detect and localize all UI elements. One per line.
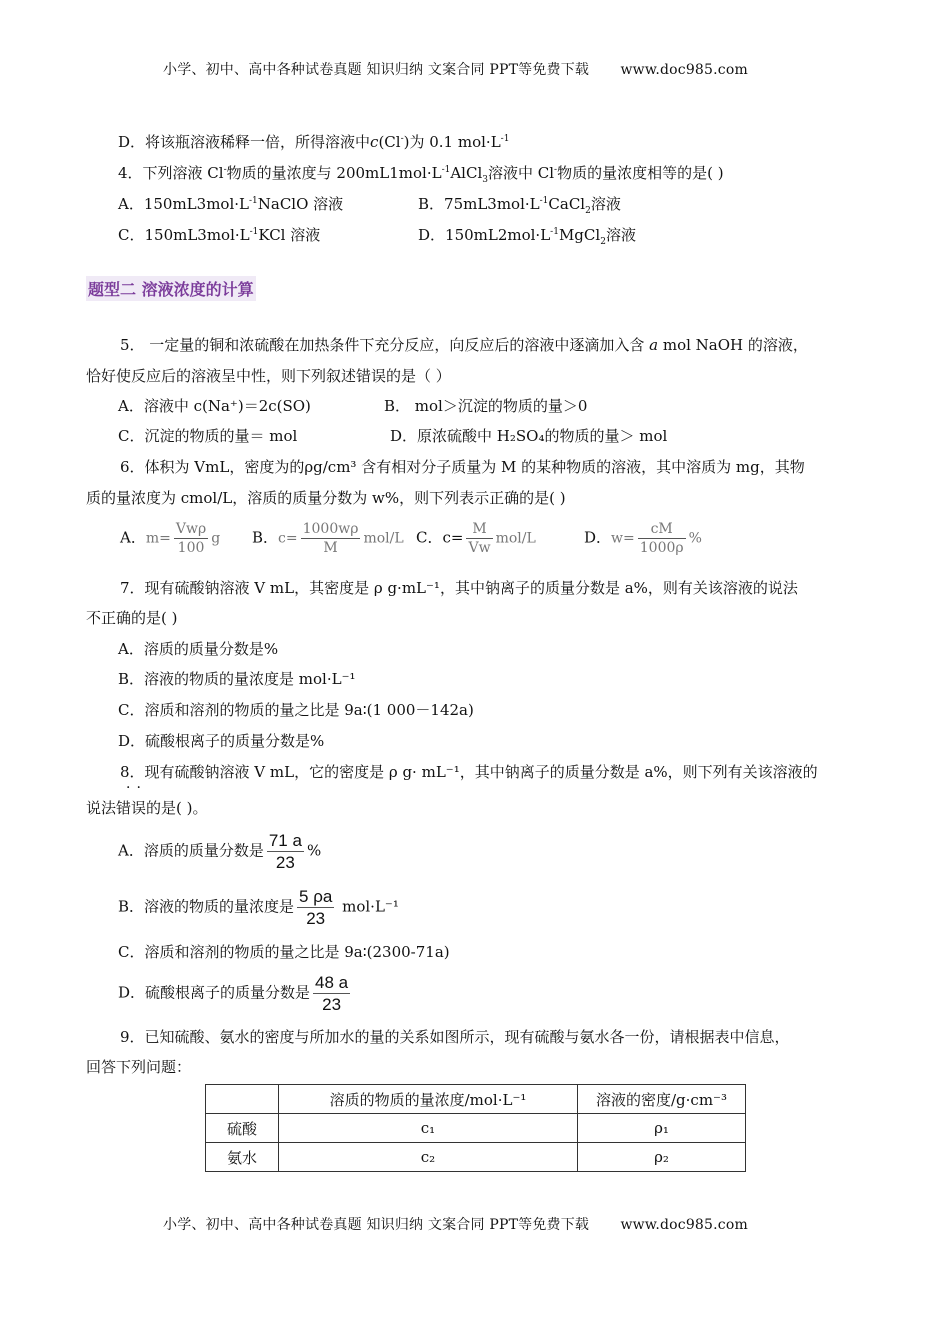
table-header-cell: 溶液的密度/g·cm⁻³ (578, 1085, 746, 1114)
q7-stem-line2: 不正确的是( ) (86, 609, 178, 627)
table-header-row (206, 1085, 746, 1114)
q5-option-a: A．溶液中 c(Na⁺)＝2c(SO) (118, 397, 311, 415)
q6-option-d: D．w= $\frac{cM}{1000\rho}$ % (584, 521, 702, 556)
q6-option-b: B．c= $\frac{1000w\rho}{M}$ mol/L (252, 521, 404, 556)
q6-stem-line2: 质的量浓度为 cmol/L，溶质的质量分数为 w%，则下列表示正确的是( ) (86, 489, 566, 507)
q8-option-c: C．溶质和溶剂的物质的量之比是 9a∶(2300-71a) (118, 943, 450, 961)
q5-option-c: C．沉淀的物质的量＝ mol (118, 427, 298, 445)
q6-stem-line1: 6．体积为 VmL，密度为的ρg/cm³ 含有相对分子质量为 M 的某种物质的溶液，其中溶质为 mg，其物 (120, 458, 805, 476)
q8-option-b: B．溶液的物质的量浓度是 $\frac{5 \rho a}{23}$ mol·L⁻¹ (118, 887, 399, 928)
table-header-cell (206, 1085, 279, 1114)
fraction: $\frac{1000w\rho}{M}$ (302, 521, 359, 556)
q8-stem-line2: 说法错误的是( )。 (86, 799, 208, 817)
header-text: 小学、初中、高中各种试卷真题 知识归纳 文案合同 PPT等免费下载 (163, 62, 590, 78)
page-footer (163, 1214, 748, 1234)
table-cell: c₁ (279, 1114, 578, 1143)
q7-option-b: B．溶液的物质的量浓度是 mol·L⁻¹ (118, 670, 356, 688)
q7-stem-line1: 7．现有硫酸钠溶液 V mL，其密度是 ρ g·mL⁻¹，其中钠离子的质量分数是 a%，则有关该溶液的说法 (120, 579, 798, 597)
fraction: $\frac{48 a}{23}$ (315, 973, 349, 1014)
fraction: $\frac{cM}{1000\rho}$ (639, 521, 684, 556)
table-row (206, 1143, 746, 1172)
q9-stem-line2: 回答下列问题： (86, 1058, 192, 1076)
emphasis-dots: ·· (126, 780, 147, 796)
table-header-cell: 溶质的物质的量浓度/mol·L⁻¹ (279, 1085, 578, 1114)
data-table (205, 1084, 746, 1172)
fraction: $\frac{5 \rho a}{23}$ (299, 887, 333, 928)
table-cell: 氨水 (206, 1143, 279, 1172)
table-cell: ρ₂ (578, 1143, 746, 1172)
table-cell: c₂ (279, 1143, 578, 1172)
fraction: $\frac{71 a}{23}$ (268, 831, 302, 872)
q7-option-d: D．硫酸根离子的质量分数是% (118, 732, 325, 750)
q3-option-d: D．将该瓶溶液稀释一倍，所得溶液中c(Cl-)为 0.1 $mol\cdot L^{-1}$ (118, 133, 510, 151)
section-heading: 题型二 溶液浓度的计算 (86, 276, 256, 301)
q6-option-a: A．m= $\frac{\text{Vwρ}}{100}$ g (120, 521, 221, 556)
footer-text: 小学、初中、高中各种试卷真题 知识归纳 文案合同 PPT等免费下载 (163, 1217, 590, 1233)
q5-option-b: B． mol＞沉淀的物质的量＞0 (384, 397, 588, 415)
page-header (163, 59, 748, 79)
table-row (206, 1114, 746, 1143)
q4-option-b: B．$75mL3mol\cdot L^{-1}CaCl_2$溶液 (418, 195, 621, 216)
q7-option-c: C．溶质和溶剂的物质的量之比是 9a∶(1 000－142a) (118, 701, 474, 719)
fraction: $\frac{M}{Vw}$ (468, 521, 491, 556)
q4-stem: 4．下列溶液 Cl-物质的量浓度与 $200mL1mol\cdot L^{-1}AlCl_3$溶液中 Cl-物质的量浓度相等的是( ) (118, 164, 724, 185)
q8-option-a: A．溶质的质量分数是 $\frac{71 a}{23}$ % (118, 831, 322, 872)
table-cell: ρ₁ (578, 1114, 746, 1143)
q4-option-d: D．$150mL2mol\cdot L^{-1}MgCl_2$溶液 (418, 226, 636, 247)
q7-option-a: A．溶质的质量分数是% (118, 640, 279, 658)
q8-stem-line1: 8．现有硫酸钠溶液 V mL，它的密度是 ρ g· mL⁻¹，其中钠离子的质量分数是 a%，则下列有关该溶液的 (120, 763, 818, 781)
q5-option-d: D．原浓硫酸中 H₂SO₄的物质的量＞ mol (390, 427, 668, 445)
footer-url[interactable]: www.doc985.com (620, 1217, 748, 1233)
q8-option-d: D．硫酸根离子的质量分数是 $\frac{48 a}{23}$ (118, 973, 349, 1014)
header-url[interactable]: www.doc985.com (620, 62, 748, 78)
fraction: $\frac{\text{Vwρ}}{100}$ (175, 521, 207, 556)
q4-option-a: A．$150mL3mol\cdot L^{-1}NaClO$ 溶液 (118, 195, 344, 213)
q5-stem-line2: 恰好使反应后的溶液呈中性，则下列叙述错误的是（ ） (86, 367, 451, 385)
q5-stem-line1: 5． 一定量的铜和浓硫酸在加热条件下充分反应，向反应后的溶液中逐滴加入含 a mol NaOH 的溶液， (120, 336, 808, 354)
q4-option-c: C．$150mL3mol\cdot L^{-1}KCl$ 溶液 (118, 226, 321, 244)
q9-stem-line1: 9．已知硫酸、氨水的密度与所加水的量的关系如图所示，现有硫酸与氨水各一份，请根据表中信息， (120, 1028, 790, 1046)
table-cell: 硫酸 (206, 1114, 279, 1143)
q6-option-c: C．c= $\frac{M}{Vw}$ mol/L (416, 521, 536, 556)
